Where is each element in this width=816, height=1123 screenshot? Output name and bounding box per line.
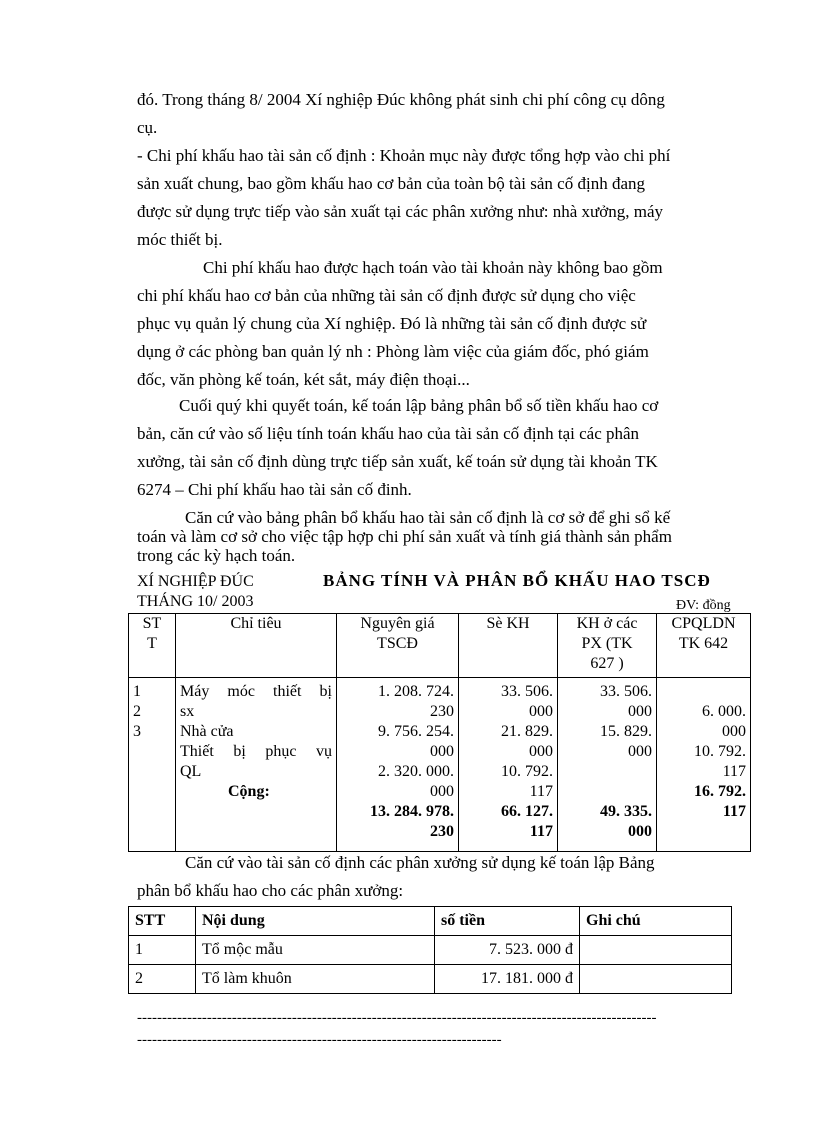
header-amount: số tiền bbox=[435, 907, 580, 936]
text-line: Cuối quý khi quyết toán, kế toán lập bảng phân bổ số tiền khấu hao cơ bbox=[179, 396, 659, 415]
header-stt: ST T bbox=[129, 614, 176, 678]
text-line: phục vụ quản lý chung của Xí nghiệp. Đó là những tài sản cố định được sử bbox=[137, 314, 647, 333]
content-cell: Tổ mộc mẫu bbox=[196, 936, 435, 965]
dash-separator-line: -------------------------------------------------------------------------------------------------------- bbox=[137, 1010, 657, 1026]
px-cell: 33. 506. 000 15. 829. 000 49. 335. 000 bbox=[558, 678, 657, 852]
table-header-row bbox=[129, 907, 732, 936]
text-line: Căn cứ vào bảng phân bổ khấu hao tài sản cố định là cơ sở để ghi sổ kế bbox=[185, 508, 671, 527]
header-criteria: Chỉ tiêu bbox=[176, 614, 337, 678]
allocation-table bbox=[128, 906, 732, 994]
text-line: - Chi phí khấu hao tài sản cố định : Khoản mục này được tổng hợp vào chi phí bbox=[137, 146, 671, 165]
stt-cell: 2 bbox=[129, 965, 196, 994]
table-row bbox=[129, 936, 732, 965]
text-line: phân bổ khấu hao cho các phân xưởng: bbox=[137, 881, 404, 900]
text-line: sản xuất chung, bao gồm khấu hao cơ bản của toàn bộ tài sản cố định đang bbox=[137, 174, 645, 193]
criteria-cell: Máy móc thiết bị sx Nhà cửa Thiết bị phục vụ QL Cộng: bbox=[176, 678, 337, 852]
depreciation-table bbox=[128, 613, 751, 852]
note-cell bbox=[580, 936, 732, 965]
text-line: đó. Trong tháng 8/ 2004 Xí nghiệp Đúc không phát sinh chi phí công cụ dông bbox=[137, 90, 665, 109]
text-line: cụ. bbox=[137, 118, 158, 137]
basis-paragraph bbox=[137, 508, 747, 565]
text-line: bản, căn cứ vào số liệu tính toán khấu hao của tài sản cố định tại các phân bbox=[137, 424, 640, 443]
currency-unit: ĐV: đồng bbox=[676, 598, 731, 613]
text-line: trong các kỳ hạch toán. bbox=[137, 546, 296, 565]
stt-cell: 1 2 3 bbox=[129, 678, 176, 852]
header-kh: Sè KH bbox=[459, 614, 558, 678]
content-cell: Tổ làm khuôn bbox=[196, 965, 435, 994]
text-line: Chi phí khấu hao được hạch toán vào tài khoản này không bao gồm bbox=[203, 258, 663, 277]
text-line: dụng ở các phòng ban quản lý nh : Phòng làm việc của giám đốc, phó giám bbox=[137, 342, 649, 361]
dash-separator-line: ------------------------------------------------------------------------- bbox=[137, 1032, 502, 1048]
amount-cell: 7. 523. 000 đ bbox=[435, 936, 580, 965]
header-cost: Nguyên giá TSCĐ bbox=[337, 614, 459, 678]
text-line: toán và làm cơ sở cho việc tập hợp chi phí sản xuất và tính giá thành sản phẩm bbox=[137, 527, 672, 546]
table-row bbox=[129, 965, 732, 994]
allocation-paragraph bbox=[137, 849, 747, 905]
table-body-row bbox=[129, 678, 751, 852]
text-line: 6274 – Chi phí khấu hao tài sản cố đinh. bbox=[137, 480, 412, 499]
excluded-paragraph bbox=[137, 254, 747, 394]
text-line: đốc, văn phòng kế toán, két sắt, máy điện thoại... bbox=[137, 370, 470, 389]
text-line: Căn cứ vào tài sản cố định các phân xưởng sử dụng kế toán lập Bảng bbox=[185, 853, 655, 872]
cost-cell: 1. 208. 724. 230 9. 756. 254. 000 2. 320. 000. 000 13. 284. 978. 230 bbox=[337, 678, 459, 852]
header-px: KH ở các PX (TK 627 ) bbox=[558, 614, 657, 678]
intro-paragraph bbox=[137, 86, 747, 142]
table1-title: BẢNG TÍNH VÀ PHÂN BỔ KHẤU HAO TSCĐ bbox=[323, 571, 711, 590]
kh-cell: 33. 506. 000 21. 829. 000 10. 792. 117 66. 127. 117 bbox=[459, 678, 558, 852]
table-header-row bbox=[129, 614, 751, 678]
header-note: Ghi chú bbox=[580, 907, 732, 936]
amount-cell: 17. 181. 000 đ bbox=[435, 965, 580, 994]
depreciation-paragraph bbox=[137, 142, 747, 254]
stt-cell: 1 bbox=[129, 936, 196, 965]
quarter-paragraph bbox=[137, 392, 747, 504]
cpql-cell: 6. 000. 000 10. 792. 117 16. 792. 117 bbox=[657, 678, 751, 852]
text-line: được sử dụng trực tiếp vào sản xuất tại các phân xưởng như: nhà xưởng, máy bbox=[137, 202, 664, 221]
report-month: THÁNG 10/ 2003 bbox=[137, 593, 254, 610]
company-name: XÍ NGHIỆP ĐÚC bbox=[137, 573, 254, 590]
note-cell bbox=[580, 965, 732, 994]
header-content: Nội dung bbox=[196, 907, 435, 936]
text-line: móc thiết bị. bbox=[137, 230, 223, 249]
text-line: chi phí khấu hao cơ bản của những tài sản cố định được sử dụng cho việc bbox=[137, 286, 636, 305]
header-cpql: CPQLDN TK 642 bbox=[657, 614, 751, 678]
header-stt: STT bbox=[129, 907, 196, 936]
text-line: xưởng, tài sản cố định dùng trực tiếp sản xuất, kế toán sử dụng tài khoản TK bbox=[137, 452, 658, 471]
